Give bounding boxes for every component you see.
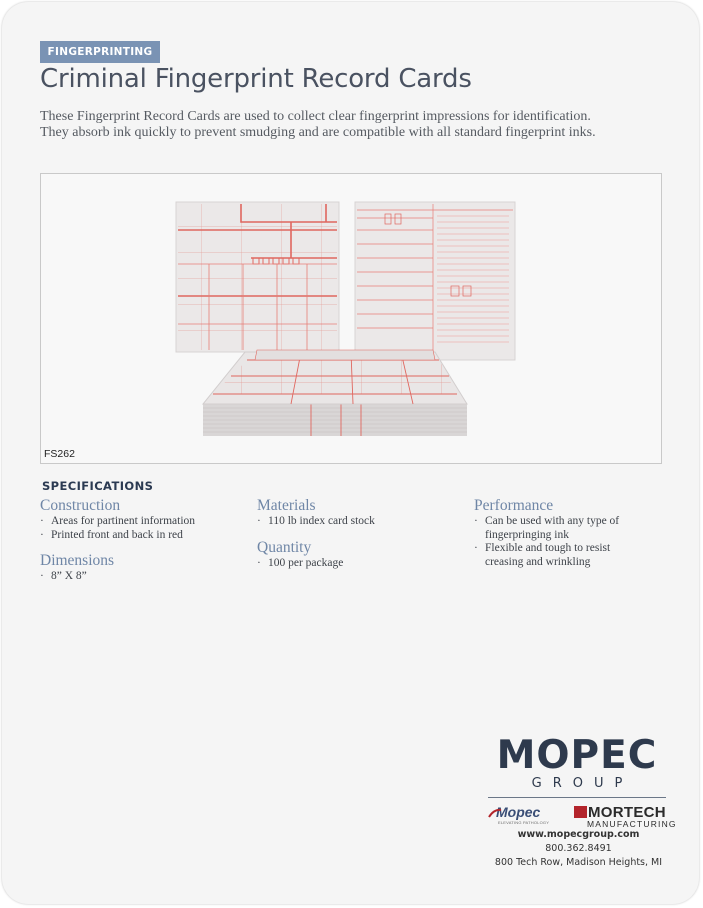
- mortech-mark-icon: [574, 806, 587, 818]
- spec-column-3: [474, 497, 649, 579]
- spec-list-dimensions: [40, 570, 250, 584]
- mopec-tagline: ELEVATING PATHOLOGY: [498, 820, 550, 825]
- spec-title-performance: Performance: [474, 497, 554, 514]
- list-item: · 100 per package: [257, 557, 457, 571]
- page-title: Criminal Fingerprint Record Cards: [40, 64, 472, 94]
- spec-column-2: [257, 497, 457, 580]
- list-item: · Can be used with any type of fingerpringing ink: [474, 515, 649, 542]
- fingerprint-card-stack-photo: [41, 174, 661, 463]
- logo-divider: [488, 797, 666, 798]
- group-wordmark: GROUP: [531, 776, 634, 791]
- website-link[interactable]: www.mopecgroup.com: [517, 829, 640, 840]
- spec-list-materials: [257, 515, 457, 529]
- mortech-name: MORTECH: [588, 804, 666, 821]
- phone-number: 800.362.8491: [545, 843, 612, 854]
- mopec-sub-logo: [488, 804, 554, 825]
- intro-paragraph: These Fingerprint Record Cards are used to collect clear fingerprint impressions for identification. They absorb ink quickly to prevent smudging and are compatible with all standard fingerprint inks.: [40, 109, 596, 140]
- specifications-heading: SPECIFICATIONS: [42, 479, 154, 493]
- product-photo: [40, 173, 662, 464]
- spec-title-quantity: Quantity: [257, 538, 312, 556]
- spec-column-1: [40, 497, 250, 594]
- category-tag: FINGERPRINTING: [40, 41, 160, 63]
- mortech-tagline: MANUFACTURING: [587, 819, 677, 829]
- mopec-sub-name: Mopec: [496, 804, 541, 820]
- list-item: · Flexible and tough to resist creasing and wrinkling: [474, 542, 649, 569]
- address: 800 Tech Row, Madison Heights, MI: [494, 857, 663, 868]
- spec-list-quantity: [257, 557, 457, 571]
- spec-title-dimensions: Dimensions: [40, 552, 115, 569]
- product-code: FS262: [44, 448, 75, 460]
- list-item: · Printed front and back in red: [40, 529, 250, 543]
- brand-logos: [488, 733, 677, 832]
- product-sheet: [2, 2, 699, 904]
- contact-info: [482, 828, 675, 870]
- list-item: · 8” X 8”: [40, 570, 250, 584]
- spec-title-materials: Materials: [257, 497, 316, 514]
- list-item: · 110 lb index card stock: [257, 515, 457, 529]
- spec-list-performance: [474, 515, 649, 569]
- card-back: [355, 202, 515, 360]
- list-item: · Areas for partinent information: [40, 515, 250, 529]
- swoosh-icon: [488, 808, 502, 818]
- card-front: [176, 202, 339, 352]
- card-stack: [203, 350, 467, 436]
- mopec-group-logo: MOPEC: [496, 733, 658, 778]
- spec-title-construction: Construction: [40, 497, 121, 514]
- spec-list-construction: [40, 515, 250, 542]
